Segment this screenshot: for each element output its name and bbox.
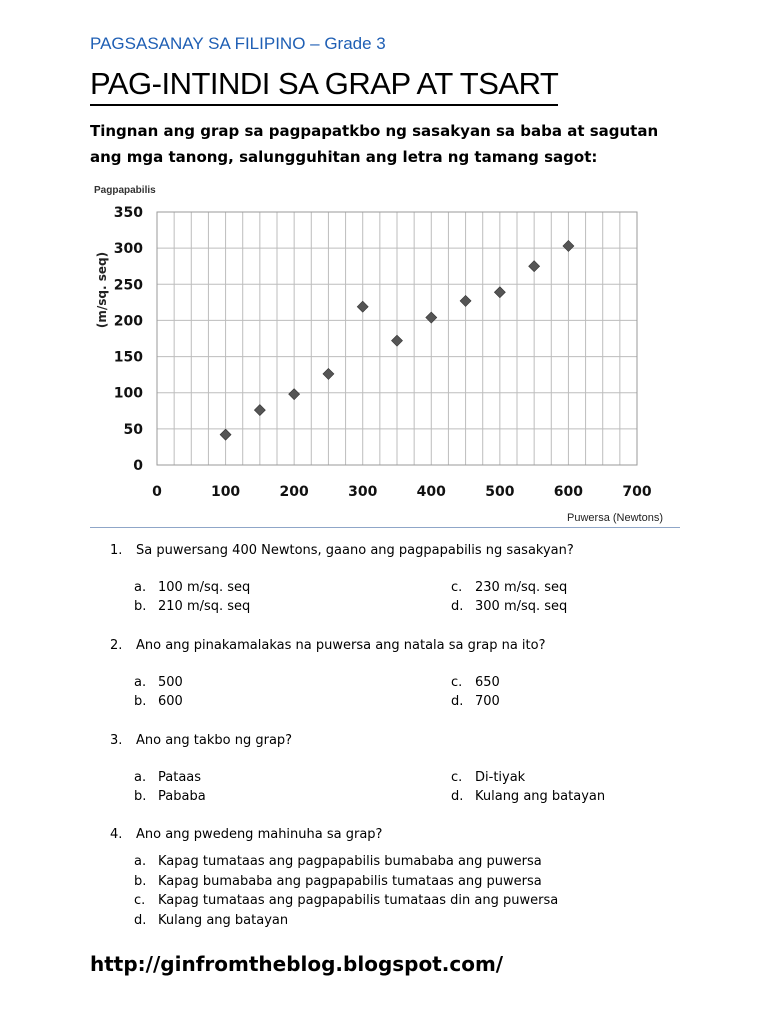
scatter-chart	[80, 180, 680, 525]
y-tick-label: 150	[113, 349, 143, 366]
option-letter: a.	[134, 854, 147, 869]
option-letter: b.	[134, 599, 147, 614]
data-point	[563, 240, 574, 251]
option-text: 300 m/sq. seq	[475, 599, 568, 614]
answer-option[interactable]	[134, 580, 250, 595]
answer-option[interactable]	[134, 854, 542, 869]
option-letter: a.	[134, 770, 147, 785]
option-letter: a.	[134, 675, 147, 690]
option-letter: d.	[134, 912, 147, 928]
question-text: Ano ang takbo ng grap?	[136, 733, 293, 748]
answer-option[interactable]	[451, 675, 500, 690]
option-text: Kapag bumababa ang pagpapabilis tumataas ang puwersa	[158, 873, 542, 889]
answer-option[interactable]	[134, 770, 201, 785]
data-point	[529, 261, 540, 272]
option-text: Di-tiyak	[475, 770, 526, 785]
answer-option[interactable]	[451, 770, 525, 785]
question-number: 1.	[110, 543, 123, 558]
chart-x-axis-label: Puwersa (Newtons)	[567, 512, 663, 524]
instructions-text: Tingnan ang grap sa pagpapatkbo ng sasakyan sa baba at sagutan ang mga tanong, salungguhitan ang letra ng tamang sagot:	[90, 122, 659, 166]
y-tick-label: 50	[123, 421, 143, 438]
answer-option[interactable]	[451, 599, 567, 614]
data-point	[460, 295, 471, 306]
answer-option[interactable]	[451, 694, 500, 709]
option-letter: d.	[451, 599, 464, 614]
y-tick-label: 0	[133, 458, 143, 474]
x-tick-label: 600	[553, 484, 584, 500]
option-letter: b.	[134, 873, 147, 889]
chart-title: Pagpapabilis	[94, 185, 156, 196]
x-tick-label: 200	[279, 484, 309, 500]
option-text: 600	[158, 694, 183, 709]
option-letter: c.	[134, 893, 146, 908]
option-text: Kulang ang batayan	[475, 789, 606, 804]
option-letter: b.	[134, 694, 147, 709]
question-number: 2.	[110, 638, 123, 653]
data-point	[357, 301, 368, 312]
answer-option[interactable]	[134, 599, 250, 614]
question-number: 4.	[110, 827, 123, 842]
y-tick-label: 200	[113, 313, 143, 330]
data-point	[323, 368, 334, 379]
option-letter: b.	[134, 789, 147, 804]
answer-option[interactable]	[451, 580, 567, 595]
answer-option[interactable]	[134, 874, 542, 889]
y-tick-label: 100	[113, 385, 143, 402]
option-letter: c.	[451, 580, 463, 595]
y-tick-label: 300	[113, 241, 143, 258]
x-tick-label: 300	[348, 484, 378, 500]
chart-y-axis-label: (m/sq. seq)	[95, 251, 109, 329]
question-text: Ano ang pinakamalakas na puwersa ang natala sa grap na ito?	[136, 638, 546, 653]
data-point	[289, 389, 300, 400]
footer-url: http://ginfromtheblog.blogspot.com/	[90, 952, 504, 976]
option-text: Pataas	[158, 770, 202, 785]
option-text: 650	[475, 675, 500, 690]
y-tick-label: 250	[113, 277, 143, 294]
page-subtitle: PAGSASANAY SA FILIPINO – Grade 3	[90, 34, 386, 53]
option-letter: d.	[451, 789, 464, 804]
option-letter: d.	[451, 694, 464, 709]
option-text: 500	[158, 675, 183, 690]
option-text: 230 m/sq. seq	[475, 580, 568, 595]
x-tick-label: 400	[416, 484, 446, 500]
question-text: Sa puwersang 400 Newtons, gaano ang pagpapabilis ng sasakyan?	[136, 543, 574, 558]
data-point	[220, 429, 231, 440]
question-text: Ano ang pwedeng mahinuha sa grap?	[136, 827, 383, 842]
answer-option[interactable]	[134, 694, 183, 709]
question-number: 3.	[110, 733, 123, 748]
answer-option[interactable]	[134, 789, 206, 804]
page-title: PAG-INTINDI SA GRAP AT TSART	[90, 66, 558, 106]
data-point	[494, 287, 505, 298]
data-point	[426, 312, 437, 323]
option-text: 700	[475, 694, 500, 709]
answer-option[interactable]	[134, 913, 288, 928]
x-tick-label: 0	[152, 484, 162, 500]
option-letter: a.	[134, 580, 147, 595]
option-text: 100 m/sq. seq	[158, 580, 251, 595]
x-tick-label: 500	[485, 484, 515, 500]
chart-tick-labels	[114, 205, 652, 500]
data-point	[254, 405, 265, 416]
answer-option[interactable]	[134, 893, 558, 908]
option-text: Kapag tumataas ang pagpapabilis tumataas din ang puwersa	[158, 893, 559, 908]
y-tick-label: 350	[113, 205, 143, 221]
option-letter: c.	[451, 770, 463, 785]
x-tick-label: 700	[622, 484, 652, 500]
data-point	[392, 335, 403, 346]
answer-option[interactable]	[451, 789, 605, 804]
option-text: Kapag tumataas ang pagpapabilis bumababa ang puwersa	[158, 854, 542, 869]
x-tick-label: 100	[210, 484, 241, 500]
option-letter: c.	[451, 675, 463, 690]
answer-option[interactable]	[134, 675, 183, 690]
option-text: Kulang ang batayan	[158, 912, 289, 928]
section-divider	[90, 527, 680, 528]
option-text: 210 m/sq. seq	[158, 599, 251, 614]
option-text: Pababa	[158, 789, 206, 804]
